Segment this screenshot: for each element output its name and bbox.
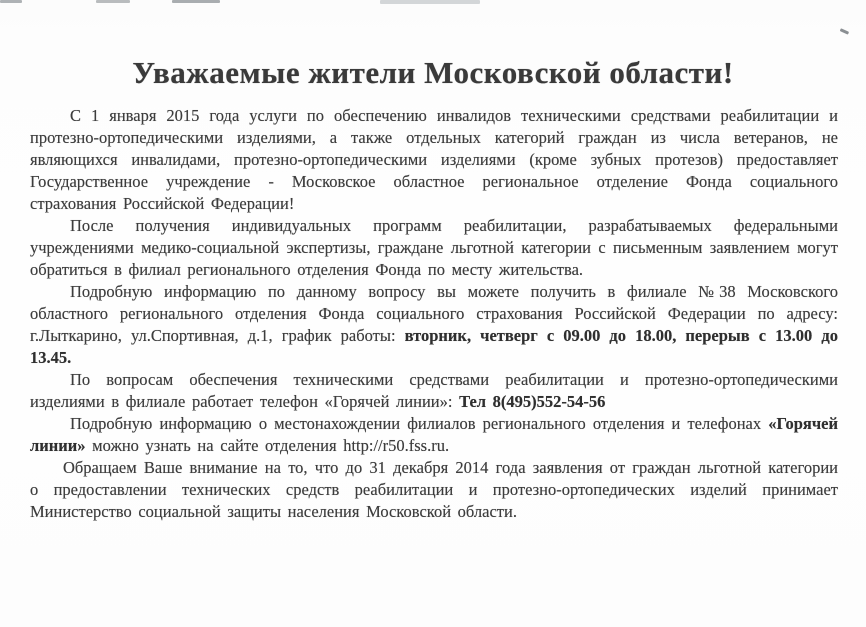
paragraph-segment: Подробную информацию о местонахождении филиалов регионального отделения и телефонах	[70, 414, 769, 433]
scan-artifact-dash	[0, 0, 22, 3]
paragraph-segment: После получения индивидуальных программ реабилитации, разрабатываемых федеральными учреждениями медико-социальной экспертизы, граждане льготной категории с письменным заявлением могут обратиться в филиал регионального отделения Фонда по месту жительства.	[30, 216, 838, 279]
document-title: Уважаемые жители Московской области!	[132, 55, 734, 90]
paragraph	[30, 105, 838, 215]
paragraph	[30, 413, 838, 457]
paragraph-segment: Обращаем Ваше внимание на то, что до 31 декабря 2014 года заявления от граждан льготной категории о предоставлении технических средств реабилитации и протезно-ортопедических изделий принимает Министерство социальной защиты населения Московской области.	[30, 458, 838, 521]
scan-artifact-dash	[172, 0, 220, 3]
paragraph	[30, 369, 838, 413]
paragraph-segment: По вопросам обеспечения техническими средствами реабилитации и протезно-ортопедическими изделиями в филиале работает телефон «Горячей линии»:	[30, 370, 838, 411]
paragraph-segment: можно узнать на сайте отделения http://r50.fss.ru.	[85, 436, 450, 455]
scan-artifact-tick	[840, 28, 849, 34]
paragraph	[30, 457, 838, 523]
paragraph-segment: Подробную информацию по данному вопросу вы можете получить в филиале №38 Московского областного регионального отделения Фонда социального страхования Российской Федерации по адресу: г.Лыткарино, ул.Спортивная, д.1, график работы:	[30, 282, 838, 345]
paragraph-bold-segment: Тел 8(495)552-54-56	[459, 392, 606, 411]
paragraph	[30, 215, 838, 281]
document-body	[30, 105, 838, 523]
paragraph	[30, 281, 838, 369]
scan-artifact-dash	[380, 0, 480, 4]
paragraph-segment: С 1 января 2015 года услуги по обеспечению инвалидов техническими средствами реабилитации и протезно-ортопедическими изделиями, а также отдельных категорий граждан из числа ветеранов, не являющихся инвалидами, протезно-ортопедическими изделиями (кроме зубных протезов) предоставляет Государственное учреждение - Московское областное региональное отделение Фонда социального страхования Российской Федерации!	[30, 106, 838, 213]
paragraph-bold-segment: «Горячей линии»	[30, 414, 838, 455]
paragraph-bold-segment: вторник, четверг с 09.00 до 18.00, перерыв с 13.00 до 13.45.	[30, 326, 838, 367]
scan-artifact-dash	[96, 0, 130, 3]
